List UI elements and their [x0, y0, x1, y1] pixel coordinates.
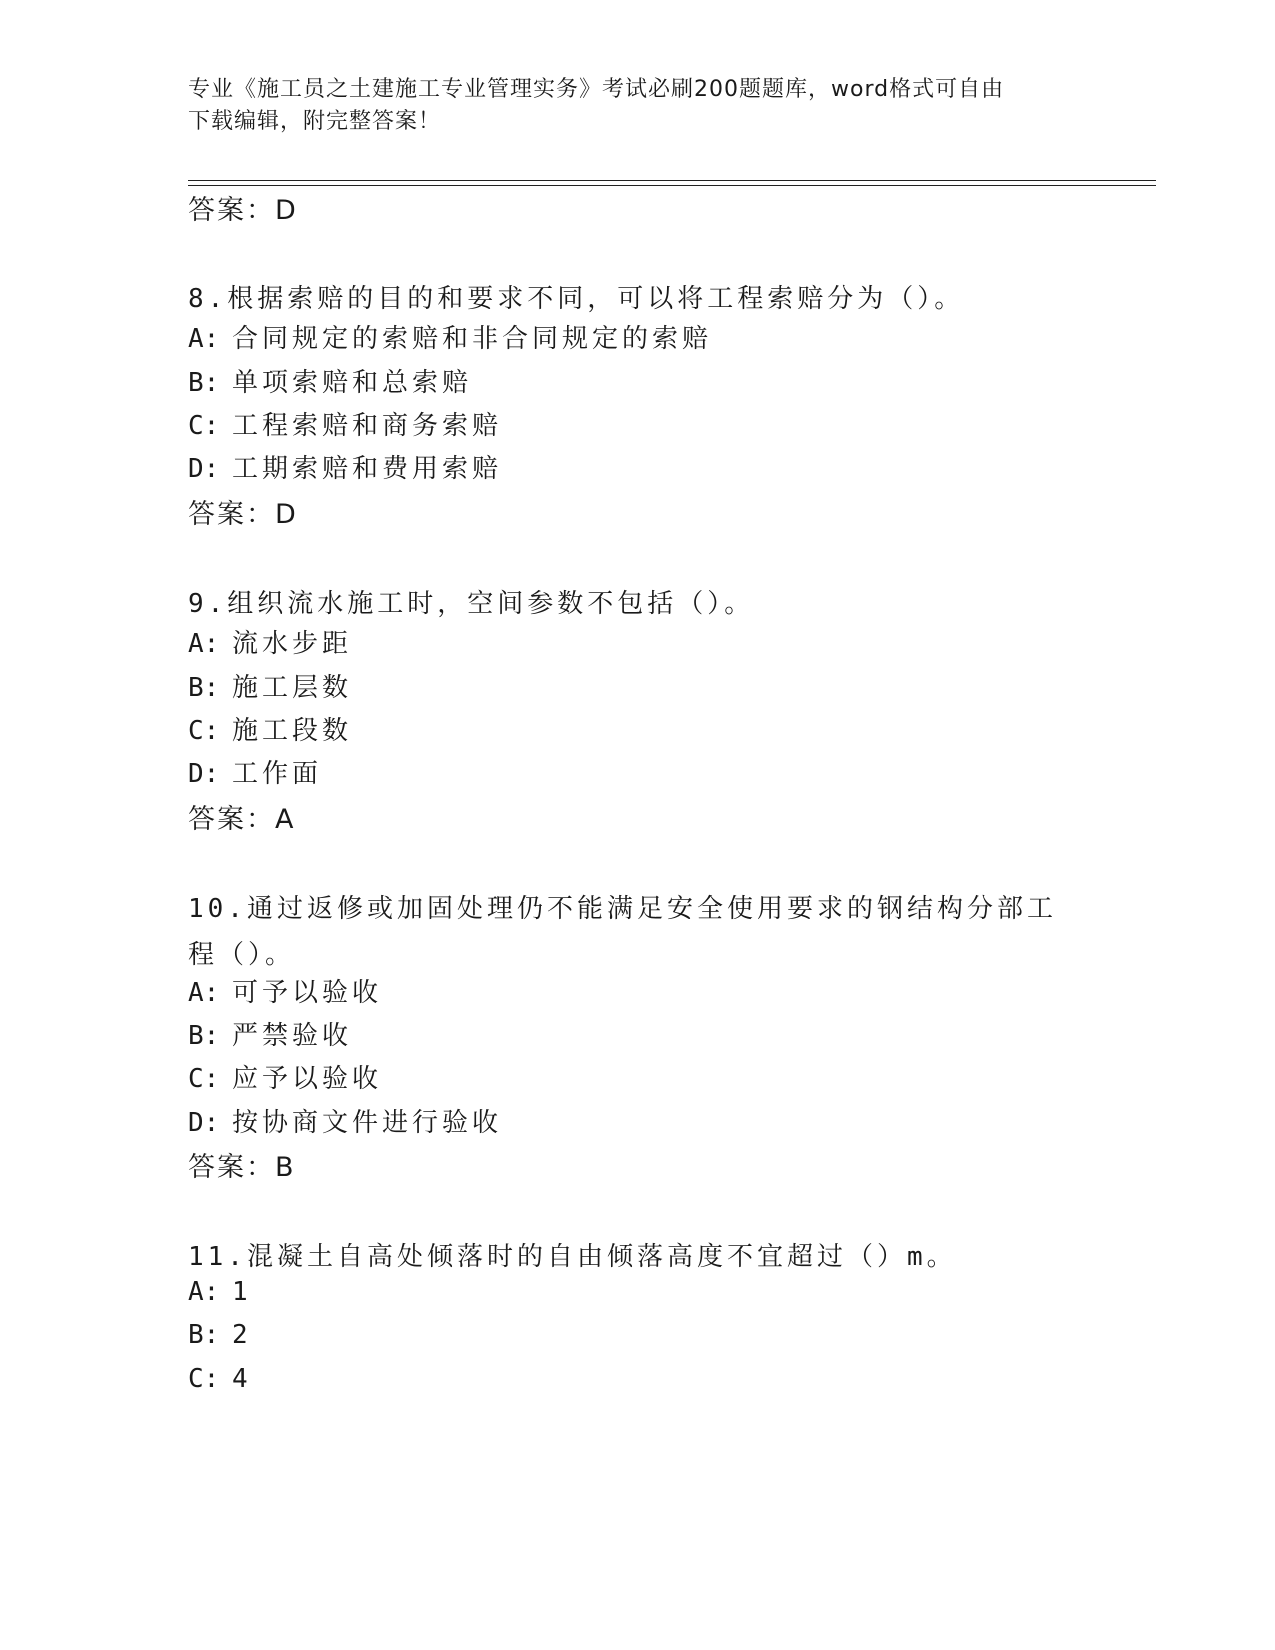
question-8-option-b [188, 362, 472, 399]
question-11-option-c [188, 1364, 252, 1394]
question-9-option-d [188, 753, 322, 790]
option-text: 按协商文件进行验收 [232, 1108, 503, 1138]
header-line-2: 下载编辑，附完整答案！ [188, 109, 442, 134]
question-9-option-b [188, 667, 352, 704]
question-10-option-d [188, 1102, 502, 1139]
question-8-option-a [188, 318, 712, 355]
option-label: A: [188, 324, 220, 354]
option-label: A: [188, 629, 220, 659]
header-divider-bottom [188, 185, 1156, 186]
header-divider-top [188, 180, 1156, 181]
question-9-stem: 9.组织流水施工时，空间参数不包括（）。 [188, 589, 755, 619]
option-text: 可予以验收 [232, 978, 383, 1008]
option-text: 严禁验收 [232, 1021, 353, 1051]
option-label: A: [188, 978, 220, 1008]
option-text: 工作面 [232, 759, 323, 789]
option-text: 2 [232, 1320, 252, 1350]
question-9-option-a [188, 623, 352, 660]
question-9-option-c [188, 710, 352, 747]
question-11-option-a [188, 1277, 252, 1307]
document-header [188, 74, 1088, 138]
question-9-answer: 答案：A [188, 804, 296, 835]
question-8-answer: 答案：D [188, 499, 298, 530]
option-label: B: [188, 1021, 220, 1051]
option-text: 4 [232, 1364, 252, 1394]
option-label: C: [188, 1364, 220, 1394]
option-label: B: [188, 673, 220, 703]
option-text: 应予以验收 [232, 1064, 383, 1094]
option-label: C: [188, 411, 220, 441]
option-text: 施工段数 [232, 716, 353, 746]
question-10-option-b [188, 1015, 352, 1052]
header-line-1: 专业《施工员之土建施工专业管理实务》考试必刷200题题库，word格式可自由 [188, 77, 1005, 102]
option-label: A: [188, 1277, 220, 1307]
question-10-option-c [188, 1058, 382, 1095]
question-11-stem: 11.混凝土自高处倾落时的自由倾落高度不宜超过（）m。 [188, 1242, 957, 1272]
option-text: 单项索赔和总索赔 [232, 368, 473, 398]
option-text: 流水步距 [232, 629, 353, 659]
question-10-stem: 10.通过返修或加固处理仍不能满足安全使用要求的钢结构分部工程（）。 [188, 894, 1057, 970]
option-label: B: [188, 368, 220, 398]
question-10-answer: 答案：B [188, 1152, 296, 1183]
question-8-option-c [188, 405, 502, 442]
question-8-stem: 8.根据索赔的目的和要求不同，可以将工程索赔分为（）。 [188, 284, 965, 314]
option-text: 工程索赔和商务索赔 [232, 411, 503, 441]
option-label: C: [188, 716, 220, 746]
question-11-option-b [188, 1320, 252, 1350]
option-text: 工期索赔和费用索赔 [232, 454, 503, 484]
question-8-option-d [188, 448, 502, 485]
previous-answer: 答案：D [188, 195, 298, 226]
option-label: B: [188, 1320, 220, 1350]
option-text: 合同规定的索赔和非合同规定的索赔 [232, 324, 713, 354]
option-label: D: [188, 1108, 220, 1138]
option-text: 施工层数 [232, 673, 353, 703]
option-label: C: [188, 1064, 220, 1094]
option-text: 1 [232, 1277, 252, 1307]
option-label: D: [188, 759, 220, 789]
option-label: D: [188, 454, 220, 484]
question-10-option-a [188, 972, 382, 1009]
